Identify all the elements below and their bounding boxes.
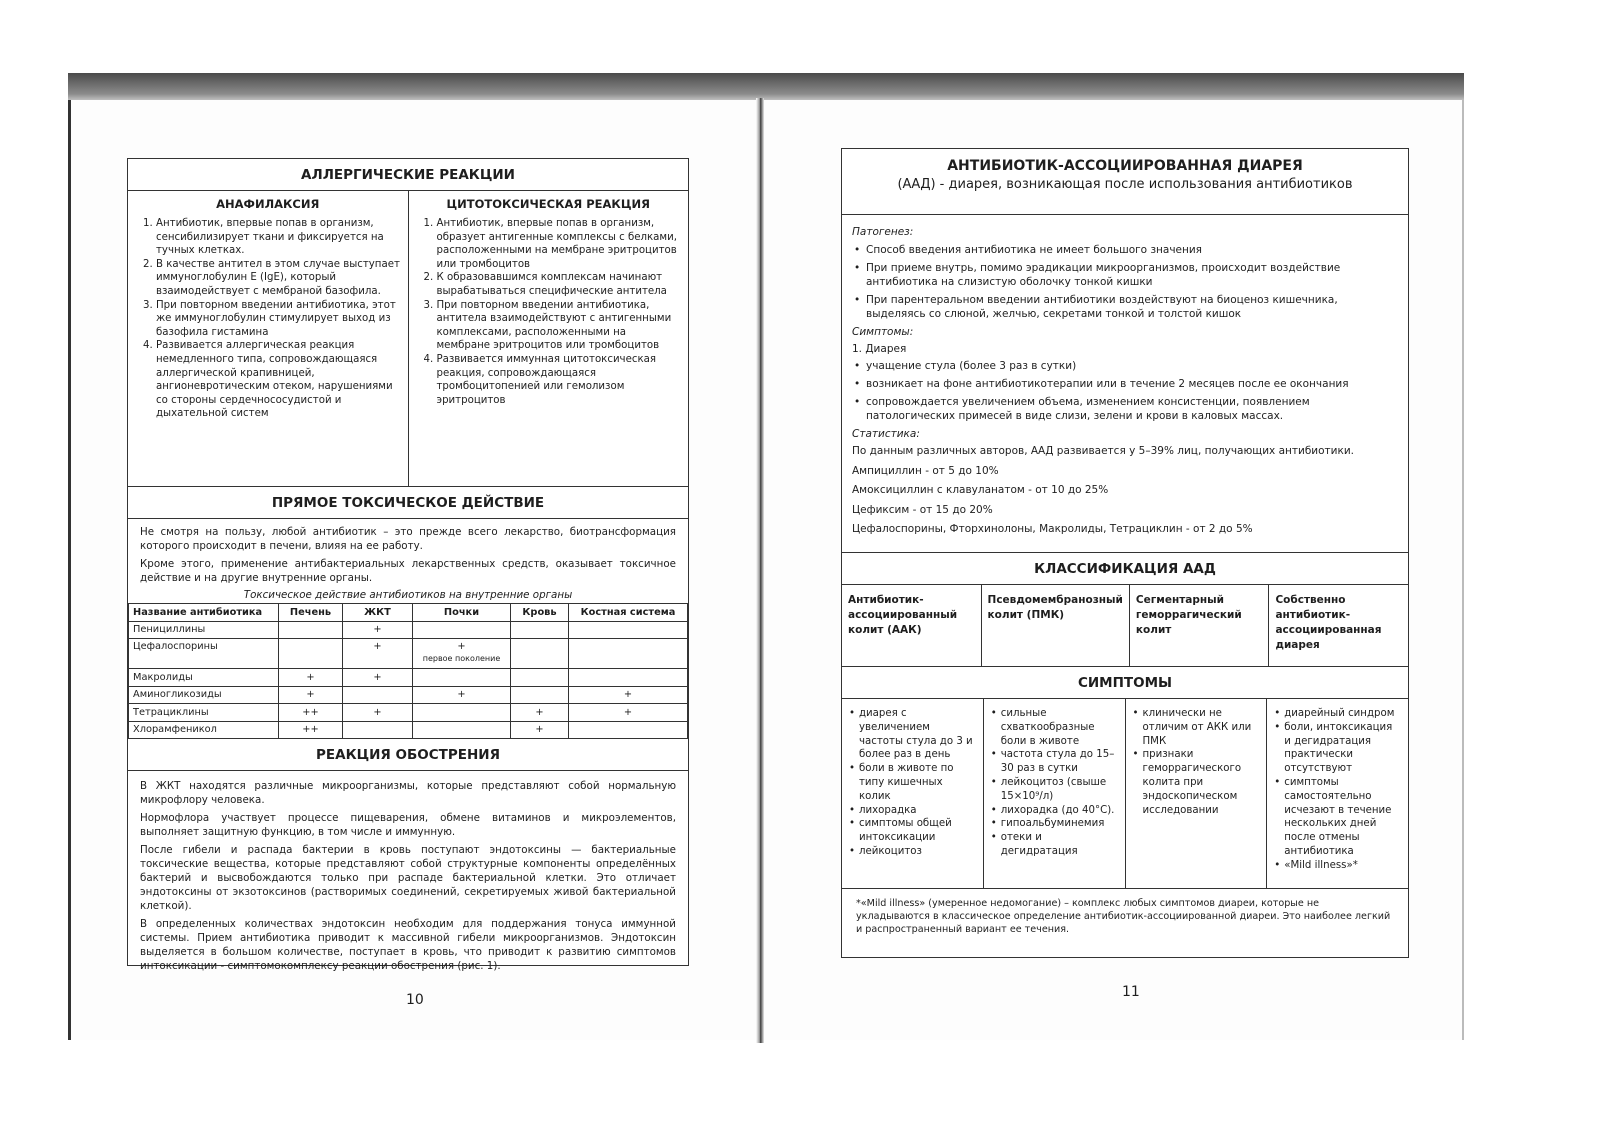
list-item: • возникает на фоне антибиотикотерапии или в течение 2 месяцев после ее окончания	[852, 377, 1398, 391]
statistics-label: Статистика:	[852, 427, 920, 440]
column-header: Почки	[413, 604, 511, 622]
symptom-cell	[1126, 699, 1268, 888]
list-item: • лейкоцитоз (свыше 15×10⁹/л)	[990, 776, 1119, 804]
classification-title: КЛАССИФИКАЦИЯ ААД	[842, 553, 1408, 585]
cytotoxic-list	[415, 217, 683, 407]
pathogenesis-label: Патогенез:	[852, 226, 914, 238]
table-cell: ++	[279, 704, 343, 722]
footnote: *«Mild illness» (умеренное недомогание) – комплекс любых симптомов диареи, которые не укладываются в классическое определение антибиотик-ассоциированной диареи. Это наиболее легкий и распространенный вариант ее течения.	[856, 898, 1391, 935]
table-cell	[569, 721, 688, 739]
allergic-title: АЛЛЕРГИЧЕСКИЕ РЕАКЦИИ	[128, 159, 688, 191]
list-item: • признаки геморрагического колита при эндоскопическом исследовании	[1132, 748, 1261, 817]
symptoms-list	[852, 359, 1398, 423]
table-row	[129, 621, 688, 639]
table-cell	[511, 639, 569, 669]
list-item: • «Mild illness»*	[1273, 859, 1402, 873]
kidney-note: первое поколение	[422, 654, 501, 663]
list-item: • учащение стула (более 3 раз в сутки)	[852, 359, 1398, 373]
page-number-left: 10	[406, 992, 424, 1008]
table-cell	[511, 669, 569, 687]
kidney-mark: +	[457, 641, 466, 652]
table-cell: +	[569, 704, 688, 722]
table-cell	[511, 621, 569, 639]
class-cell: Собственно антибиотик-ассоциированная диарея	[1275, 594, 1382, 651]
table-cell: +	[343, 669, 413, 687]
stat-line: Амоксициллин с клавуланатом - от 10 до 25%	[852, 484, 1109, 496]
table-row	[129, 669, 688, 687]
aad-header	[842, 149, 1408, 215]
table-cell: Хлорамфеникол	[129, 721, 279, 739]
table-cell: ++	[279, 721, 343, 739]
table-cell: +	[511, 721, 569, 739]
list-item: • лейкоцитоз	[848, 845, 977, 859]
table-cell	[279, 621, 343, 639]
aad-details	[842, 215, 1408, 553]
cytotoxic-title: ЦИТОТОКСИЧЕСКАЯ РЕАКЦИЯ	[446, 197, 650, 211]
table-cell	[413, 639, 511, 669]
toxic-text	[128, 519, 688, 585]
table-cell: +	[279, 686, 343, 704]
paragraph: Кроме этого, применение антибактериальных лекарственных средств, оказывает токсичное действие и на другие внутренние органы.	[140, 558, 676, 584]
list-item: • При приеме внутрь, помимо эрадикации микроорганизмов, происходит воздействие антибиотика на слизистую оболочку тонкой кишки	[852, 261, 1398, 289]
table-cell	[343, 686, 413, 704]
list-item: • симптомы общей интоксикации	[848, 817, 977, 845]
table-cell	[279, 639, 343, 669]
list-item: • гипоальбуминемия	[990, 817, 1119, 831]
column-header: Печень	[279, 604, 343, 622]
table-cell	[511, 686, 569, 704]
list-item: 4. Развивается аллергическая реакция немедленного типа, сопровождающаяся аллергической крапивницей, ангионевротическим отеком, нарушениями со стороны сердечнососудистой и дыхательной систем	[156, 339, 402, 421]
anaphylaxis-column	[128, 191, 409, 486]
allergic-columns	[128, 191, 688, 487]
stat-line: Цефалоспорины, Фторхинолоны, Макролиды, Тетрациклин - от 2 до 5%	[852, 523, 1253, 535]
table-cell: +	[511, 704, 569, 722]
list-item: 2. К образовавшимся комплексам начинают вырабатываться специфические антитела	[437, 271, 683, 298]
stat-line: Цефиксим - от 15 до 20%	[852, 503, 993, 516]
page-number-right: 11	[1122, 984, 1140, 1000]
symptom-list	[1132, 707, 1261, 817]
table-cell: Макролиды	[129, 669, 279, 687]
left-content-box	[127, 158, 689, 972]
list-item: • отеки и дегидратация	[990, 831, 1119, 859]
paragraph: После гибели и распада бактерии в кровь поступают эндотоксины — бактериальные токсические вещества, которые представляют собой структурные компоненты определённых бактерий и высвобождаются только при распаде бактериальной клетки. Это отличает эндотоксины от экзотоксинов (растворимых соединений, секретируемых живой бактериальной клеткой).	[140, 844, 676, 912]
book-spine	[756, 98, 764, 1043]
symptom-cell	[842, 699, 984, 888]
table-cell: Пенициллины	[129, 621, 279, 639]
symptom-cell	[984, 699, 1126, 888]
class-cell: Псевдомембранозный колит (ПМК)	[982, 585, 1130, 666]
table-cell: +	[413, 686, 511, 704]
list-item: • боли в животе по типу кишечных колик	[848, 762, 977, 803]
symptom-list	[990, 707, 1119, 859]
scanner-top-edge	[68, 73, 1464, 103]
list-item: 1. Антибиотик, впервые попав в организм, сенсибилизирует ткани и фиксируется на тучных клетках.	[156, 217, 402, 258]
table-cell: +	[569, 686, 688, 704]
list-item: 3. При повторном введении антибиотика, антитела взаимодействуют с антигенными комплексами, расположенными на мембране эритроцитов или тромбоцитов	[437, 299, 683, 353]
cytotoxic-column	[409, 191, 689, 486]
table-cell	[413, 621, 511, 639]
anaphylaxis-list	[134, 217, 402, 421]
table-cell	[569, 621, 688, 639]
list-item: • лихорадка	[848, 804, 977, 818]
list-item: • клинически не отличим от АКК или ПМК	[1132, 707, 1261, 748]
list-item: • боли, интоксикация и дегидратация практически отсутствуют	[1273, 721, 1402, 776]
symptoms-title: СИМПТОМЫ	[842, 667, 1408, 699]
table-cell: +	[343, 639, 413, 669]
list-item: • симптомы самостоятельно исчезают в течение нескольких дней после отмены антибиотика	[1273, 776, 1402, 859]
list-item: • лихорадка (до 40°C).	[990, 804, 1119, 818]
list-item: • диарея с увеличением частоты стула до 3 и более раз в день	[848, 707, 977, 762]
anaphylaxis-title: АНАФИЛАКСИЯ	[216, 197, 320, 211]
list-item: • частота стула до 15–30 раз в сутки	[990, 748, 1119, 776]
list-item: 1. Антибиотик, впервые попав в организм, образует антигенные комплексы с белками, расположенными на мембране эритроцитов или тромбоцитов	[437, 217, 683, 271]
stat-line: Ампициллин - от 5 до 10%	[852, 464, 999, 477]
table-cell	[569, 669, 688, 687]
symptoms-label: Симптомы:	[852, 325, 914, 338]
aad-subtitle: (ААД) - диарея, возникающая после использования антибиотиков	[897, 177, 1353, 192]
table-cell	[413, 669, 511, 687]
table-row	[129, 686, 688, 704]
table-row	[129, 721, 688, 739]
class-cell: Антибиотик-ассоциированный колит (ААК)	[842, 585, 982, 666]
table-cell	[343, 721, 413, 739]
column-header: Название антибиотика	[129, 604, 279, 622]
list-item: • При парентеральном введении антибиотики воздействуют на биоценоз кишечника, выделяясь со слюной, желчью, секретами тонкой и толстой кишок	[852, 293, 1398, 321]
table-cell: Аминогликозиды	[129, 686, 279, 704]
stat-line: По данным различных авторов, ААД развивается у 5–39% лиц, получающих антибиотики.	[852, 445, 1354, 457]
pathogenesis-list	[852, 243, 1398, 321]
right-content-box	[841, 148, 1409, 958]
symptoms-row	[842, 699, 1408, 889]
table-cell: +	[343, 704, 413, 722]
table-row	[129, 639, 688, 669]
aad-title: АНТИБИОТИК-АССОЦИИРОВАННАЯ ДИАРЕЯ	[947, 158, 1303, 174]
column-header: Костная система	[569, 604, 688, 622]
table-cell: Тетрациклины	[129, 704, 279, 722]
class-cell: Сегментарный геморрагический колит	[1130, 585, 1270, 666]
list-item: 4. Развивается иммунная цитотоксическая реакция, сопровождающаяся тромбоцитопенией или гемолизом эритроцитов	[437, 353, 683, 407]
exacerbation-text	[128, 771, 688, 973]
paragraph: Не смотря на пользу, любой антибиотик – это прежде всего лекарство, биотрансформация которого происходит в печени, влияя на ее работу.	[140, 526, 676, 552]
list-item: 2. В качестве антител в этом случае выступает иммуноглобулин E (IgE), который взаимодействует с мембраной базофила.	[156, 258, 402, 299]
table-cell	[413, 704, 511, 722]
table-caption: Токсическое действие антибиотиков на внутренние органы	[243, 589, 573, 601]
column-header: Кровь	[511, 604, 569, 622]
table-cell: Цефалоспорины	[129, 639, 279, 669]
symptom-list	[848, 707, 977, 859]
symptom-cell	[1267, 699, 1408, 888]
list-item: 3. При повторном введении антибиотика, этот же иммуноглобулин стимулирует выход из базофила гистамина	[156, 299, 402, 340]
table-cell: +	[279, 669, 343, 687]
classification-row	[842, 585, 1408, 667]
table-cell: +	[343, 621, 413, 639]
list-item: • сильные схваткообразные боли в животе	[990, 707, 1119, 748]
paragraph: В определенных количествах эндотоксин необходим для поддержания тонуса иммунной системы. Прием антибиотика приводит к массивной гибели микроорганизмов. Эндотоксин выделяется в большом количестве, поступает в кровь, что приводит к развитию симптомов интоксикации - симптомокомплексу реакции обострения (рис. 1).	[140, 918, 676, 972]
paragraph: В ЖКТ находятся различные микроорганизмы, которые представляют собой нормальную микрофлору человека.	[140, 780, 676, 806]
toxicity-table	[128, 603, 688, 739]
column-header: ЖКТ	[343, 604, 413, 622]
symptom-main: 1. Диарея	[852, 343, 907, 355]
list-item: • Способ введения антибиотика не имеет большого значения	[852, 243, 1398, 257]
symptom-list	[1273, 707, 1402, 873]
table-row	[129, 704, 688, 722]
table-cell	[413, 721, 511, 739]
list-item: • сопровождается увеличением объема, изменением консистенции, появлением патологических примесей в виде слизи, зелени и крови в каловых массах.	[852, 395, 1398, 423]
paragraph: Нормофлора участвует процессе пищеварения, обмене витаминов и микроэлементов, выполняет защитную функцию, в том числе и иммунную.	[140, 812, 676, 838]
toxic-title: ПРЯМОЕ ТОКСИЧЕСКОЕ ДЕЙСТВИЕ	[128, 487, 688, 519]
exacerbation-title: РЕАКЦИЯ ОБОСТРЕНИЯ	[128, 739, 688, 771]
list-item: • диарейный синдром	[1273, 707, 1402, 721]
table-header-row	[129, 604, 688, 622]
table-cell	[569, 639, 688, 669]
